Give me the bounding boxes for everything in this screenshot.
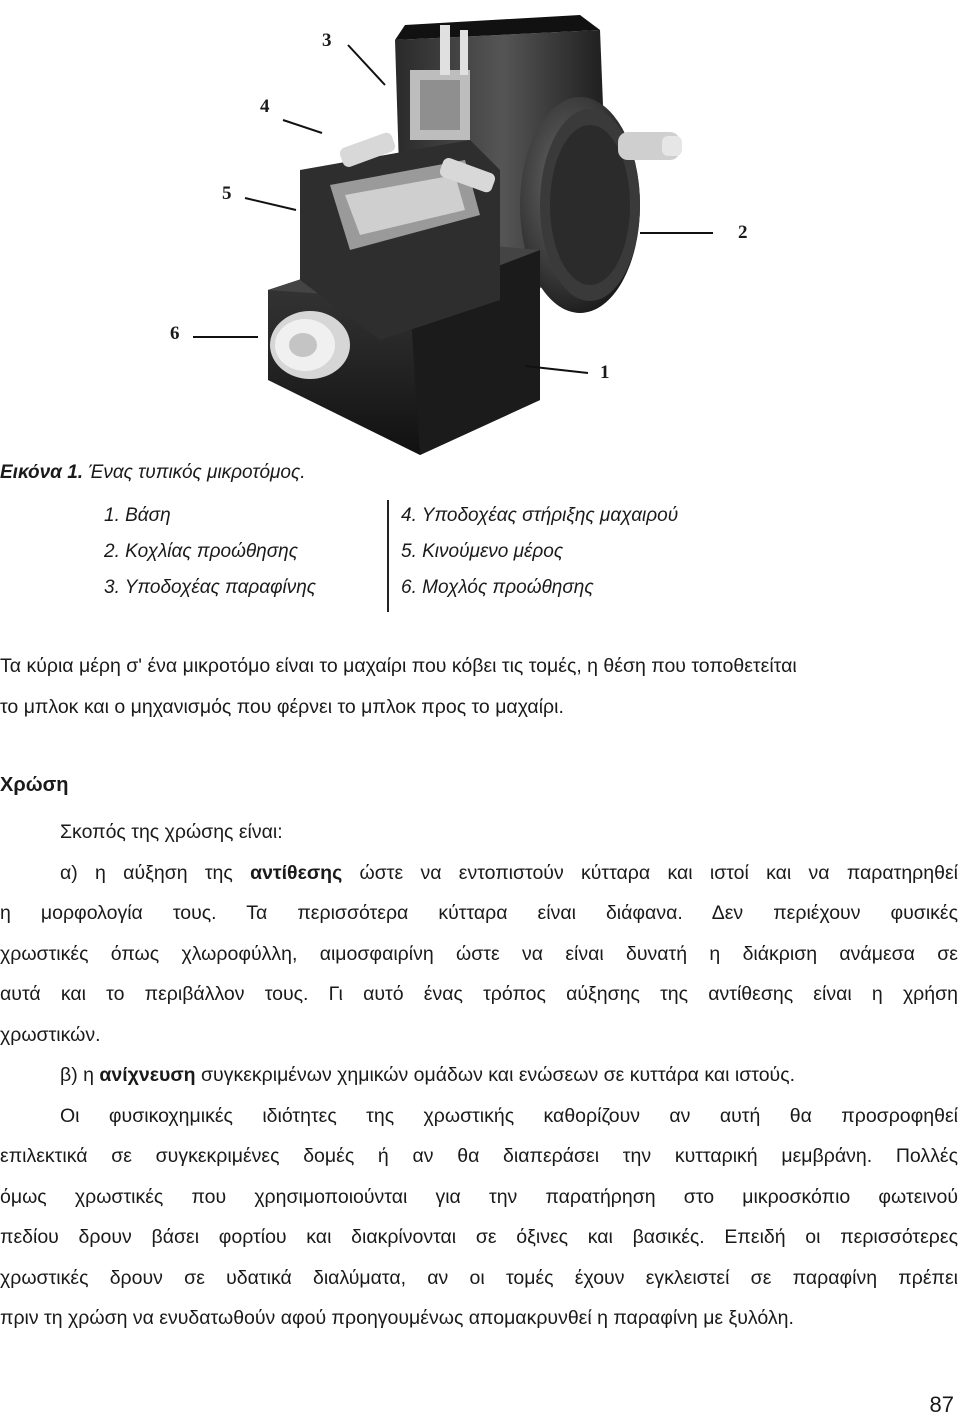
paragraph-line: πεδίου δρουν βάσει φορτίου και διακρίνονται σε όξινες και βασικές. Επειδή οι περισσότερες [0,1226,958,1248]
caption-label: Εικόνα 1. [0,462,84,483]
paragraph-line: Οι φυσικοχημικές ιδιότητες της χρωστικής καθορίζουν αν αυτή θα προσροφηθεί [60,1104,958,1127]
paragraph-line: όμως χρωστικές που χρησιμοποιούνται για την παρατήρηση στο μικροσκόπιο φωτεινού [0,1185,958,1208]
point-b-bold: ανίχνευση [99,1064,196,1086]
list-divider [387,500,389,612]
list-item: 6. Μοχλός προώθησης [401,577,594,598]
point-a-line: αυτά και το περιβάλλον τους. Γι αυτό ένας τρόπος αύξησης της αντίθεσης είναι η χρήση [0,983,958,1005]
list-item: 4. Υποδοχέας στήριξης μαχαιρού [401,505,679,526]
parts-list-right [401,498,678,606]
callout-6: 6 [170,323,180,344]
figure-caption [0,462,960,484]
purpose-line: Σκοπός της χρώσης είναι: [60,821,283,843]
point-a-line: η μορφολογία τους. Τα περισσότερα κύτταρα είναι διάφανα. Δεν περιέχουν φυσικές [0,902,958,924]
point-a-line: χρωστικών. [0,1023,101,1046]
point-b-line [0,1055,958,1096]
microtome-figure [0,0,960,460]
list-item: 1. Βάση [104,505,171,526]
callout-3: 3 [322,30,332,51]
point-a-bold: αντίθεσης [250,861,343,884]
callout-4: 4 [260,96,270,117]
parts-list-left [104,498,316,606]
point-b-prefix: β) η [60,1064,100,1086]
point-b-suffix: συγκεκριμένων χημικών ομάδων και ενώσεων σε κυττάρα και ιστούς. [195,1064,796,1086]
list-item: 5. Κινούμενο μέρος [401,541,564,562]
point-a-prefix: α) η αύξηση της [60,861,251,884]
intro-line: Τα κύρια μέρη σ' ένα μικροτόμο είναι το μαχαίρι που κόβει τις τομές, η θέση που τοποθετείται [0,655,797,677]
section-heading: Χρώση [0,774,69,796]
intro-paragraph [0,646,958,727]
point-a-line [0,853,958,894]
list-item: 2. Κοχλίας προώθησης [104,541,298,562]
callout-1: 1 [600,362,610,383]
callout-5: 5 [222,183,232,204]
paragraph-line: χρωστικές δρουν σε υδατικά διαλύματα, αν οι τομές έχουν εγκλειστεί σε παραφίνη πρέπει [0,1266,958,1289]
microtome-illustration [0,0,960,460]
intro-line: το μπλοκ και ο μηχανισμός που φέρνει το μπλοκ προς το μαχαίρι. [0,695,564,718]
caption-text: Ένας τυπικός μικροτόμος. [83,462,306,483]
callout-2: 2 [738,222,748,243]
section-body [0,812,958,1339]
point-a-line: χρωστικές όπως χλωροφύλλη, αιμοσφαιρίνη ώστε να είναι δυνατή η διάκριση ανάμεσα σε [0,942,958,965]
paragraph-line: επιλεκτικά σε συγκεκριμένες δομές ή αν θα διαπεράσει την κυτταρική μεμβράνη. Πολλές [0,1145,958,1167]
list-item: 3. Υποδοχέας παραφίνης [104,577,317,598]
point-a-suffix: ώστε να εντοπιστούν κύτταρα και ιστοί και να παρατηρηθεί [342,861,958,884]
page-number: 87 [929,1392,954,1417]
paragraph-line: πριν τη χρώση να ενυδατωθούν αφού προηγουμένως απομακρυνθεί η παραφίνη με ξυλόλη. [0,1307,794,1329]
